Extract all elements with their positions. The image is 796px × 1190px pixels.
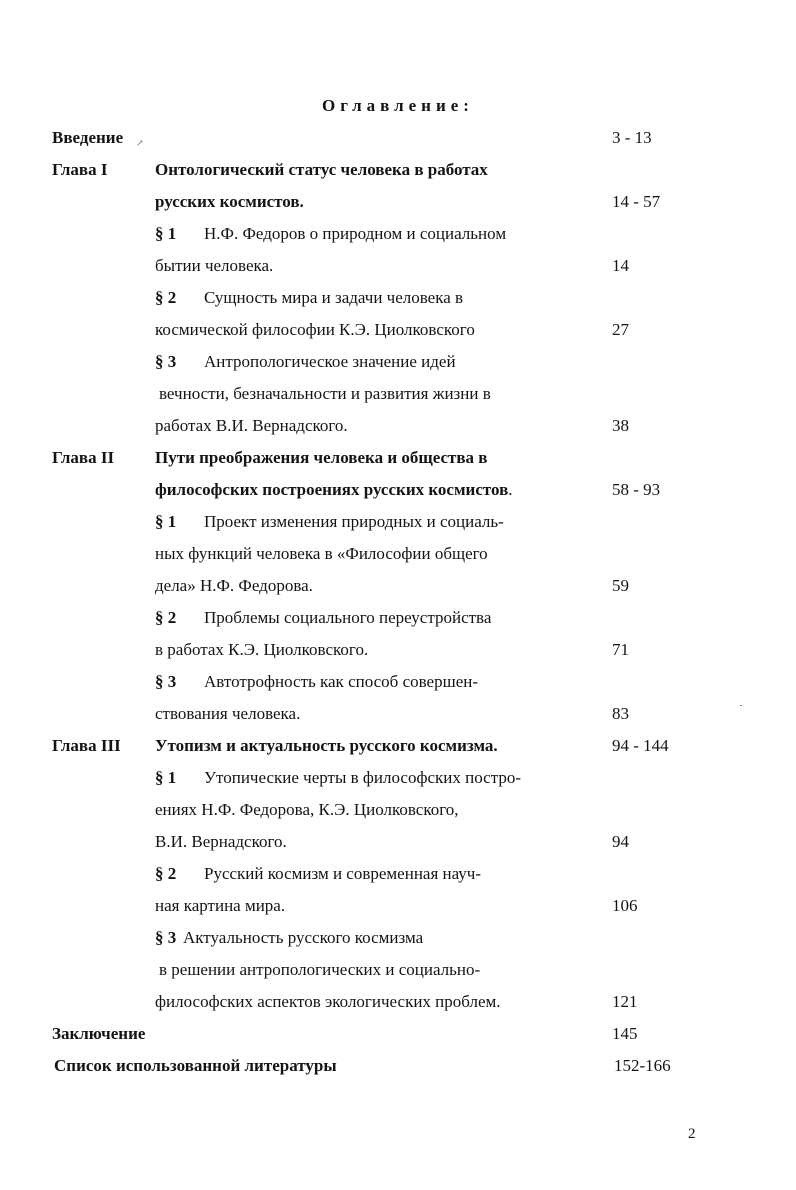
toc-section xyxy=(0,608,796,632)
toc-chapter-1-cont xyxy=(0,192,796,216)
toc-chapter-3 xyxy=(0,736,796,760)
toc-section-cont xyxy=(0,576,796,600)
section-title: Автотрофность как способ совершен- xyxy=(204,672,478,691)
section-title: ных функций человека в «Философии общего xyxy=(155,544,488,563)
section-title: Антропологическое значение идей xyxy=(204,352,456,371)
section-title: работах В.И. Вернадского. xyxy=(155,416,348,435)
chapter-title: философских построениях русских космистов xyxy=(155,480,509,499)
toc-section xyxy=(0,512,796,536)
toc-chapter-1 xyxy=(0,160,796,184)
section-title: Проблемы социального переустройства xyxy=(204,608,492,627)
section-title: В.И. Вернадского. xyxy=(155,832,287,851)
toc-title: Оглавление: xyxy=(322,96,474,115)
toc-section xyxy=(0,672,796,696)
entry-label: Заключение xyxy=(52,1024,146,1043)
section-title: Актуальность русского космизма xyxy=(183,928,424,947)
scan-mark: ↗ xyxy=(136,138,144,148)
section-title: Проект изменения природных и социаль- xyxy=(204,512,504,531)
chapter-label: Глава I xyxy=(52,160,108,179)
section-page: 94 xyxy=(612,832,629,851)
section-number: § 3 xyxy=(155,672,177,691)
section-page: 71 xyxy=(612,640,629,659)
chapter-pages: 58 - 93 xyxy=(612,480,661,499)
section-title: космической философии К.Э. Циолковского xyxy=(155,320,475,339)
toc-section-cont xyxy=(0,800,796,824)
section-title: Н.Ф. Федоров о природном и социальном xyxy=(204,224,507,243)
section-title: философских аспектов экологических проблем. xyxy=(155,992,501,1011)
toc-section xyxy=(0,352,796,376)
chapter-title-end: . xyxy=(508,480,513,499)
entry-label: Список использованной литературы xyxy=(54,1056,337,1075)
section-number: § 3 xyxy=(155,352,177,371)
toc-section-cont xyxy=(0,960,796,984)
toc-section-cont xyxy=(0,256,796,280)
section-number: § 1 xyxy=(155,512,177,531)
toc-section-cont xyxy=(0,384,796,408)
section-number: § 3 xyxy=(155,928,177,947)
toc-section-cont xyxy=(0,704,796,728)
section-page: 121 xyxy=(612,992,638,1011)
page-number: 2 xyxy=(688,1126,696,1142)
section-title: бытии человека. xyxy=(155,256,274,275)
section-number: § 1 xyxy=(155,768,177,787)
chapter-title: Утопизм и актуальность русского космизма. xyxy=(155,736,498,755)
toc-section-cont xyxy=(0,544,796,568)
section-number: § 1 xyxy=(155,224,177,243)
toc-section-cont xyxy=(0,320,796,344)
section-page: 38 xyxy=(612,416,629,435)
toc-section-cont xyxy=(0,992,796,1016)
chapter-title: русских космистов. xyxy=(155,192,304,211)
section-page: 106 xyxy=(612,896,638,915)
entry-pages: 152-166 xyxy=(614,1056,671,1075)
section-title: ениях Н.Ф. Федорова, К.Э. Циолковского, xyxy=(155,800,459,819)
toc-section-cont xyxy=(0,896,796,920)
section-page: 14 xyxy=(612,256,629,275)
toc-chapter-2 xyxy=(0,448,796,472)
section-title: в решении антропологических и социально- xyxy=(159,960,481,979)
chapter-pages: 14 - 57 xyxy=(612,192,661,211)
section-title: в работах К.Э. Циолковского. xyxy=(155,640,369,659)
section-title: дела» Н.Ф. Федорова. xyxy=(155,576,313,595)
toc-section-cont xyxy=(0,640,796,664)
section-title: Русский космизм и современная науч- xyxy=(204,864,482,883)
toc-section xyxy=(0,768,796,792)
toc-section-cont xyxy=(0,832,796,856)
section-number: § 2 xyxy=(155,288,177,307)
scan-speck xyxy=(740,705,742,706)
chapter-pages: 94 - 144 xyxy=(612,736,669,755)
toc-entry-bibliography xyxy=(0,1056,796,1080)
chapter-title: Онтологический статус человека в работах xyxy=(155,160,488,179)
section-title: ная картина мира. xyxy=(155,896,286,915)
section-title: Сущность мира и задачи человека в xyxy=(204,288,464,307)
toc-chapter-2-cont xyxy=(0,480,796,504)
toc-section xyxy=(0,928,796,952)
section-page: 83 xyxy=(612,704,629,723)
section-title: вечности, безначальности и развития жизни в xyxy=(159,384,491,403)
chapter-title: Пути преображения человека и общества в xyxy=(155,448,488,467)
section-number: § 2 xyxy=(155,864,177,883)
section-number: § 2 xyxy=(155,608,177,627)
toc-section xyxy=(0,864,796,888)
entry-pages: 145 xyxy=(612,1024,638,1043)
section-page: 59 xyxy=(612,576,629,595)
chapter-title-wrap xyxy=(155,480,513,500)
toc-entry-intro xyxy=(0,128,796,152)
section-title: ствования человека. xyxy=(155,704,301,723)
toc-section xyxy=(0,224,796,248)
entry-label: Введение xyxy=(52,128,124,147)
chapter-label: Глава III xyxy=(52,736,121,755)
toc-section-cont xyxy=(0,416,796,440)
toc-section xyxy=(0,288,796,312)
chapter-label: Глава II xyxy=(52,448,115,467)
toc-entry-conclusion xyxy=(0,1024,796,1048)
entry-pages: 3 - 13 xyxy=(612,128,652,147)
section-page: 27 xyxy=(612,320,629,339)
section-title: Утопические черты в философских постро- xyxy=(204,768,521,787)
